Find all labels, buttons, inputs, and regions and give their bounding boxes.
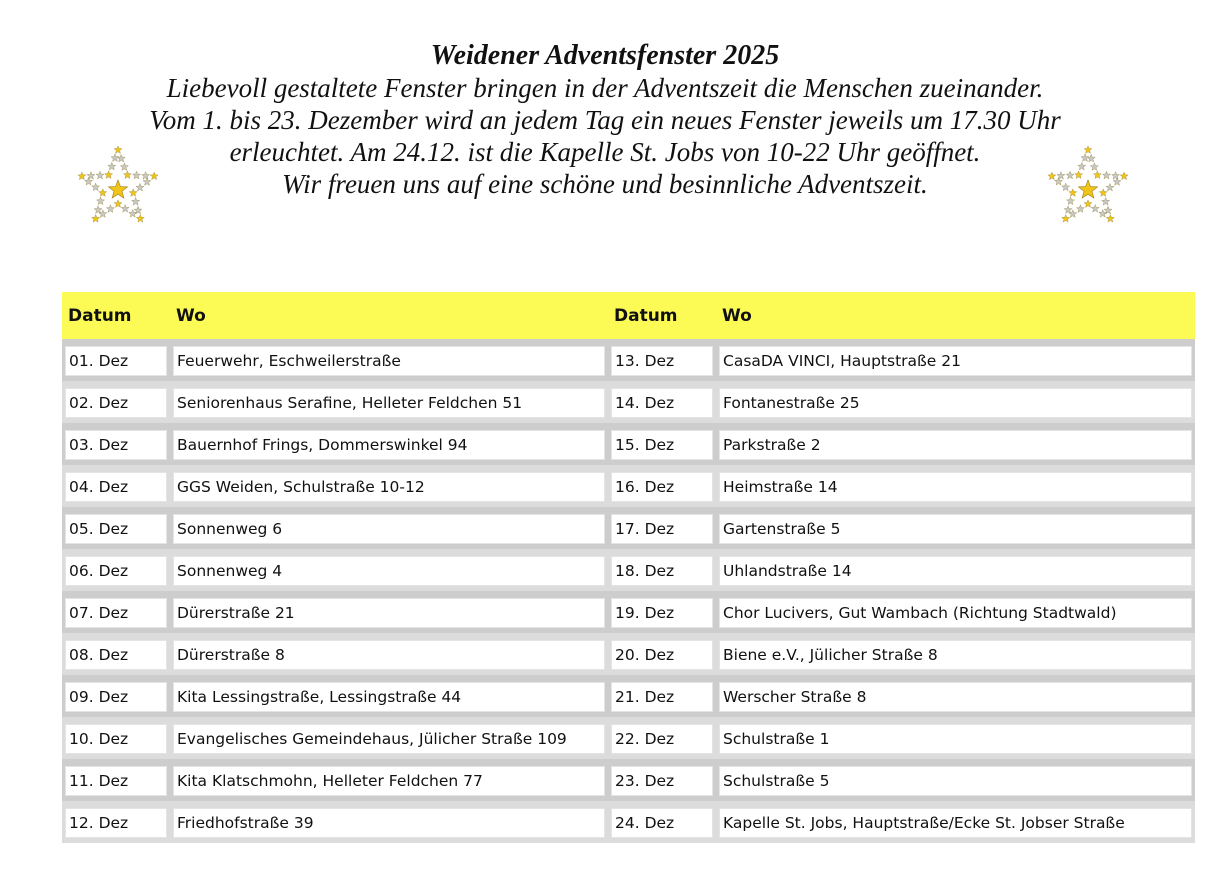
header-datum-right: Datum bbox=[608, 292, 716, 339]
location-cell-wrapper bbox=[716, 717, 1195, 759]
table-row bbox=[62, 801, 1195, 843]
table-row bbox=[62, 675, 1195, 717]
date-cell: 20. Dez bbox=[611, 640, 713, 670]
date-cell: 23. Dez bbox=[611, 766, 713, 796]
location-cell-wrapper bbox=[716, 759, 1195, 801]
date-cell-wrapper bbox=[608, 507, 716, 549]
table-row bbox=[62, 339, 1195, 381]
location-cell: Friedhofstraße 39 bbox=[173, 808, 605, 838]
location-cell: Schulstraße 5 bbox=[719, 766, 1192, 796]
location-cell: Kapelle St. Jobs, Hauptstraße/Ecke St. Jobser Straße bbox=[719, 808, 1192, 838]
date-cell-wrapper bbox=[608, 675, 716, 717]
date-cell-wrapper bbox=[62, 381, 170, 423]
date-cell: 09. Dez bbox=[65, 682, 167, 712]
location-cell-wrapper bbox=[170, 591, 608, 633]
intro-line-4: Wir freuen uns auf eine schöne und besinnliche Adventszeit. bbox=[282, 169, 928, 199]
table-row bbox=[62, 717, 1195, 759]
location-cell-wrapper bbox=[716, 339, 1195, 381]
date-cell-wrapper bbox=[62, 801, 170, 843]
date-cell: 02. Dez bbox=[65, 388, 167, 418]
location-cell-wrapper bbox=[716, 801, 1195, 843]
intro-line-3: erleuchtet. Am 24.12. ist die Kapelle St. Jobs von 10-22 Uhr geöffnet. bbox=[229, 137, 981, 167]
date-cell-wrapper bbox=[608, 339, 716, 381]
location-cell: Sonnenweg 6 bbox=[173, 514, 605, 544]
advent-schedule-table bbox=[62, 292, 1195, 843]
location-cell: Uhlandstraße 14 bbox=[719, 556, 1192, 586]
location-cell: Gartenstraße 5 bbox=[719, 514, 1192, 544]
date-cell-wrapper bbox=[62, 717, 170, 759]
location-cell-wrapper bbox=[170, 759, 608, 801]
location-cell-wrapper bbox=[716, 591, 1195, 633]
date-cell-wrapper bbox=[608, 801, 716, 843]
date-cell: 16. Dez bbox=[611, 472, 713, 502]
location-cell-wrapper bbox=[170, 549, 608, 591]
location-cell-wrapper bbox=[170, 633, 608, 675]
location-cell: GGS Weiden, Schulstraße 10-12 bbox=[173, 472, 605, 502]
table-row bbox=[62, 465, 1195, 507]
header bbox=[60, 40, 1150, 200]
location-cell-wrapper bbox=[170, 381, 608, 423]
intro-line-1: Liebevoll gestaltete Fenster bringen in der Adventszeit die Menschen zueinander. bbox=[166, 73, 1044, 103]
location-cell-wrapper bbox=[716, 633, 1195, 675]
star-cluster-icon bbox=[1048, 146, 1128, 228]
table-row bbox=[62, 759, 1195, 801]
date-cell-wrapper bbox=[62, 423, 170, 465]
location-cell: Heimstraße 14 bbox=[719, 472, 1192, 502]
location-cell: CasaDA VINCI, Hauptstraße 21 bbox=[719, 346, 1192, 376]
date-cell-wrapper bbox=[608, 549, 716, 591]
table-row bbox=[62, 381, 1195, 423]
table-row bbox=[62, 633, 1195, 675]
location-cell: Werscher Straße 8 bbox=[719, 682, 1192, 712]
location-cell-wrapper bbox=[716, 381, 1195, 423]
date-cell: 15. Dez bbox=[611, 430, 713, 460]
date-cell-wrapper bbox=[608, 633, 716, 675]
date-cell: 10. Dez bbox=[65, 724, 167, 754]
date-cell-wrapper bbox=[608, 381, 716, 423]
location-cell: Seniorenhaus Serafine, Helleter Feldchen 51 bbox=[173, 388, 605, 418]
intro-line-2: Vom 1. bis 23. Dezember wird an jedem Tag ein neues Fenster jeweils um 17.30 Uhr bbox=[149, 105, 1061, 135]
date-cell-wrapper bbox=[62, 549, 170, 591]
location-cell: Sonnenweg 4 bbox=[173, 556, 605, 586]
location-cell-wrapper bbox=[170, 675, 608, 717]
location-cell: Fontanestraße 25 bbox=[719, 388, 1192, 418]
date-cell: 21. Dez bbox=[611, 682, 713, 712]
header-wo-left: Wo bbox=[170, 292, 608, 339]
location-cell-wrapper bbox=[170, 507, 608, 549]
location-cell-wrapper bbox=[716, 549, 1195, 591]
location-cell: Dürerstraße 8 bbox=[173, 640, 605, 670]
location-cell-wrapper bbox=[170, 801, 608, 843]
location-cell: Schulstraße 1 bbox=[719, 724, 1192, 754]
location-cell: Biene e.V., Jülicher Straße 8 bbox=[719, 640, 1192, 670]
location-cell: Feuerwehr, Eschweilerstraße bbox=[173, 346, 605, 376]
date-cell: 04. Dez bbox=[65, 472, 167, 502]
date-cell-wrapper bbox=[608, 717, 716, 759]
date-cell: 24. Dez bbox=[611, 808, 713, 838]
date-cell: 12. Dez bbox=[65, 808, 167, 838]
location-cell: Dürerstraße 21 bbox=[173, 598, 605, 628]
location-cell-wrapper bbox=[716, 507, 1195, 549]
table-row bbox=[62, 549, 1195, 591]
star-cluster-icon bbox=[78, 146, 158, 228]
date-cell-wrapper bbox=[608, 759, 716, 801]
date-cell: 11. Dez bbox=[65, 766, 167, 796]
location-cell: Evangelisches Gemeindehaus, Jülicher Straße 109 bbox=[173, 724, 605, 754]
date-cell: 19. Dez bbox=[611, 598, 713, 628]
location-cell-wrapper bbox=[170, 423, 608, 465]
date-cell: 22. Dez bbox=[611, 724, 713, 754]
table-header-row bbox=[62, 292, 1195, 339]
date-cell: 06. Dez bbox=[65, 556, 167, 586]
header-datum-left: Datum bbox=[62, 292, 170, 339]
location-cell: Parkstraße 2 bbox=[719, 430, 1192, 460]
date-cell-wrapper bbox=[608, 591, 716, 633]
table-row bbox=[62, 423, 1195, 465]
date-cell: 17. Dez bbox=[611, 514, 713, 544]
date-cell: 13. Dez bbox=[611, 346, 713, 376]
table-row bbox=[62, 507, 1195, 549]
location-cell-wrapper bbox=[170, 465, 608, 507]
table-row bbox=[62, 591, 1195, 633]
date-cell: 05. Dez bbox=[65, 514, 167, 544]
location-cell: Bauernhof Frings, Dommerswinkel 94 bbox=[173, 430, 605, 460]
location-cell: Kita Lessingstraße, Lessingstraße 44 bbox=[173, 682, 605, 712]
header-wo-right: Wo bbox=[716, 292, 1195, 339]
date-cell-wrapper bbox=[62, 633, 170, 675]
date-cell: 08. Dez bbox=[65, 640, 167, 670]
date-cell-wrapper bbox=[62, 465, 170, 507]
date-cell: 01. Dez bbox=[65, 346, 167, 376]
location-cell-wrapper bbox=[716, 465, 1195, 507]
location-cell-wrapper bbox=[716, 675, 1195, 717]
date-cell: 07. Dez bbox=[65, 598, 167, 628]
date-cell: 14. Dez bbox=[611, 388, 713, 418]
location-cell-wrapper bbox=[716, 423, 1195, 465]
location-cell-wrapper bbox=[170, 717, 608, 759]
location-cell-wrapper bbox=[170, 339, 608, 381]
location-cell: Kita Klatschmohn, Helleter Feldchen 77 bbox=[173, 766, 605, 796]
date-cell-wrapper bbox=[62, 591, 170, 633]
date-cell-wrapper bbox=[62, 759, 170, 801]
page-title: Weidener Adventsfenster 2025 bbox=[430, 40, 780, 71]
date-cell-wrapper bbox=[608, 465, 716, 507]
location-cell: Chor Lucivers, Gut Wambach (Richtung Stadtwald) bbox=[719, 598, 1192, 628]
date-cell-wrapper bbox=[608, 423, 716, 465]
date-cell: 18. Dez bbox=[611, 556, 713, 586]
date-cell: 03. Dez bbox=[65, 430, 167, 460]
date-cell-wrapper bbox=[62, 339, 170, 381]
date-cell-wrapper bbox=[62, 507, 170, 549]
date-cell-wrapper bbox=[62, 675, 170, 717]
